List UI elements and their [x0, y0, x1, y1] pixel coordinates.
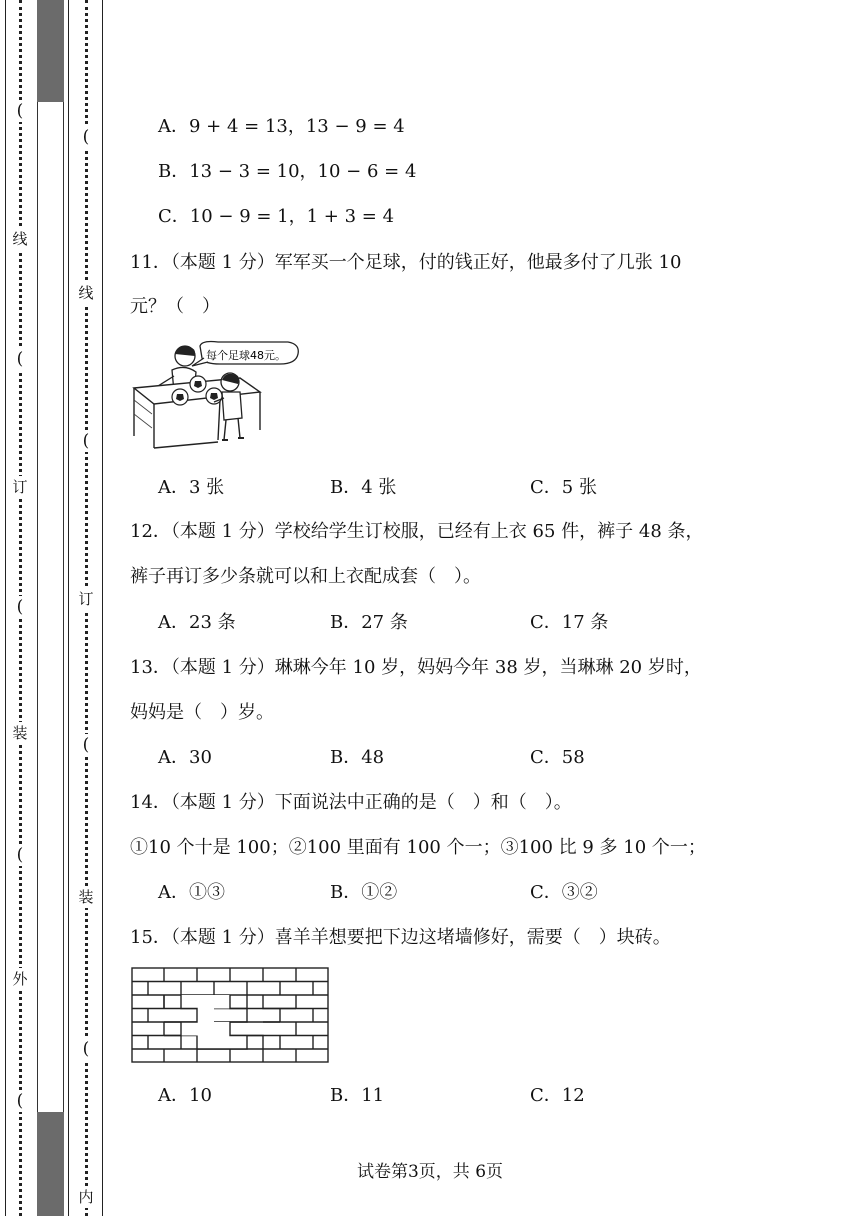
q15-option-a: A．10: [158, 1085, 212, 1106]
q15-text-line1: 15．（本题 1 分）喜羊羊想要把下边这堵墙修好，需要（ ）块砖。: [130, 927, 671, 948]
inner-mark: (: [72, 126, 100, 148]
outer-mark: (: [7, 100, 33, 122]
soccer-shop-illustration: [130, 340, 310, 452]
q14-option-c: C．③②: [530, 882, 598, 903]
q12-option-b: B．27 条: [330, 612, 408, 633]
q13-option-b: B．48: [330, 747, 385, 768]
outer-mark: (: [7, 596, 33, 618]
q14-option-a: A．①③: [158, 882, 225, 903]
margin-inner-edge-line: [102, 0, 103, 1216]
inner-mark: 线: [72, 282, 100, 304]
q10-option-c: C．10 − 9 = 1，1 + 3 = 4: [158, 206, 395, 227]
outer-mark: 装: [7, 722, 33, 744]
margin-divider-line: [68, 0, 69, 1216]
outer-mark: 外: [7, 968, 33, 990]
q10-option-b: B．13 − 3 = 10，10 − 6 = 4: [158, 161, 417, 182]
outer-mark: (: [7, 844, 33, 866]
inner-mark: (: [72, 430, 100, 452]
inner-mark: 订: [72, 588, 100, 610]
q15-option-c: C．12: [530, 1085, 585, 1106]
q12-text-line2: 裤子再订多少条就可以和上衣配成套（ ）。: [130, 566, 481, 587]
margin-band: [37, 0, 64, 1216]
outer-dotted-column: [7, 0, 33, 1216]
q13-text-line2: 妈妈是（ ）岁。: [130, 702, 274, 723]
inner-mark: 装: [72, 886, 100, 908]
outer-mark: (: [7, 348, 33, 370]
q11-option-a: A．3 张: [158, 477, 225, 498]
q14-text-line1: 14．（本题 1 分）下面说法中正确的是（ ）和（ ）。: [130, 792, 572, 813]
outer-mark: (: [7, 1090, 33, 1112]
q14-option-b: B．①②: [330, 882, 398, 903]
q12-option-c: C．17 条: [530, 612, 609, 633]
outer-mark: 线: [7, 228, 33, 250]
inner-mark: 内: [72, 1186, 100, 1208]
q14-text-line2: ①10 个十是 100；②100 里面有 100 个一；③100 比 9 多 10 个一；: [130, 837, 706, 858]
binding-margin: [0, 0, 104, 1216]
speech-bubble-text: 每个足球48元。: [206, 349, 286, 362]
q11-option-c: C．5 张: [530, 477, 597, 498]
outer-mark: 订: [7, 476, 33, 498]
inner-mark: (: [72, 1038, 100, 1060]
q12-text-line1: 12．（本题 1 分）学校给学生订校服，已经有上衣 65 件，裤子 48 条，: [130, 521, 704, 542]
q10-option-a: A．9 + 4 = 13，13 − 9 = 4: [158, 116, 405, 137]
inner-dotted-column: [72, 0, 100, 1216]
q11-text-line2: 元？（ ）: [130, 296, 220, 317]
q13-option-a: A．30: [158, 747, 212, 768]
inner-mark: (: [72, 734, 100, 756]
margin-edge-line: [5, 0, 6, 1216]
q13-option-c: C．58: [530, 747, 585, 768]
brick-wall-figure: [130, 966, 330, 1064]
margin-gray-top: [37, 0, 64, 102]
page-footer: 试卷第3页，共 6页: [356, 1162, 504, 1182]
q13-text-line1: 13．（本题 1 分）琳琳今年 10 岁，妈妈今年 38 岁，当琳琳 20 岁时，: [130, 657, 702, 678]
q12-option-a: A．23 条: [158, 612, 236, 633]
q15-option-b: B．11: [330, 1085, 385, 1106]
q11-text-line1: 11．（本题 1 分）军军买一个足球，付的钱正好，他最多付了几张 10: [130, 252, 682, 273]
q11-option-b: B．4 张: [330, 477, 397, 498]
